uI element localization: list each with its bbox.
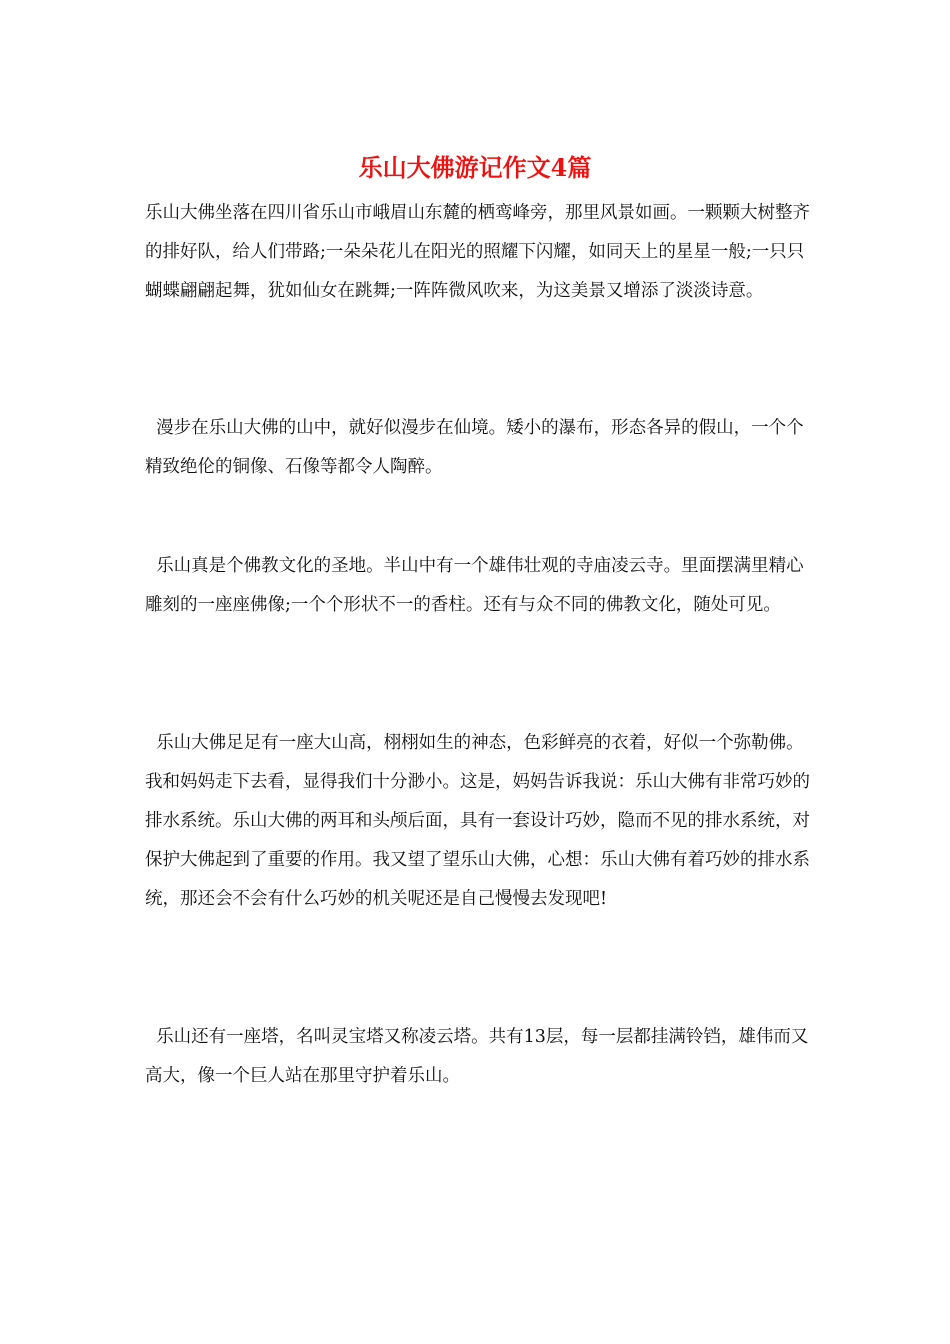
paragraph-intro: 乐山大佛坐落在四川省乐山市峨眉山东麓的栖鸾峰旁，那里风景如画。一颗颗大树整齐的排好队，给人们带路;一朵朵花儿在阳光的照耀下闪耀，如同天上的星星一般;一只只蝴蝶翩翩起舞，犹如仙女在跳舞;一阵阵微风吹来，为这美景又增添了淡淡诗意。 — [145, 203, 810, 301]
document-title: 乐山大佛游记作文4篇 — [358, 153, 592, 182]
paragraph-buddhist-culture: 乐山真是个佛教文化的圣地。半山中有一个雄伟壮观的寺庙凌云寺。里面摆满里精心雕刻的一座座佛像;一个个形状不一的香柱。还有与众不同的佛教文化，随处可见。 — [145, 556, 804, 615]
paragraph-stroll: 漫步在乐山大佛的山中，就好似漫步在仙境。矮小的瀑布，形态各异的假山，一个个精致绝伦的铜像、石像等都令人陶醉。 — [145, 418, 804, 477]
paragraph-giant-buddha: 乐山大佛足足有一座大山高，栩栩如生的神态，色彩鲜亮的衣着，好似一个弥勒佛。我和妈妈走下去看，显得我们十分渺小。这是，妈妈告诉我说：乐山大佛有非常巧妙的排水系统。乐山大佛的两耳和头颅后面，具有一套设计巧妙，隐而不见的排水系统，对保护大佛起到了重要的作用。我又望了望乐山大佛，心想：乐山大佛有着巧妙的排水系统，那还会不会有什么巧妙的机关呢还是自己慢慢去发现吧! — [145, 733, 810, 909]
paragraph-pagoda: 乐山还有一座塔，名叫灵宝塔又称凌云塔。共有13层，每一层都挂满铃铛，雄伟而又高大，像一个巨人站在那里守护着乐山。 — [145, 1027, 809, 1086]
